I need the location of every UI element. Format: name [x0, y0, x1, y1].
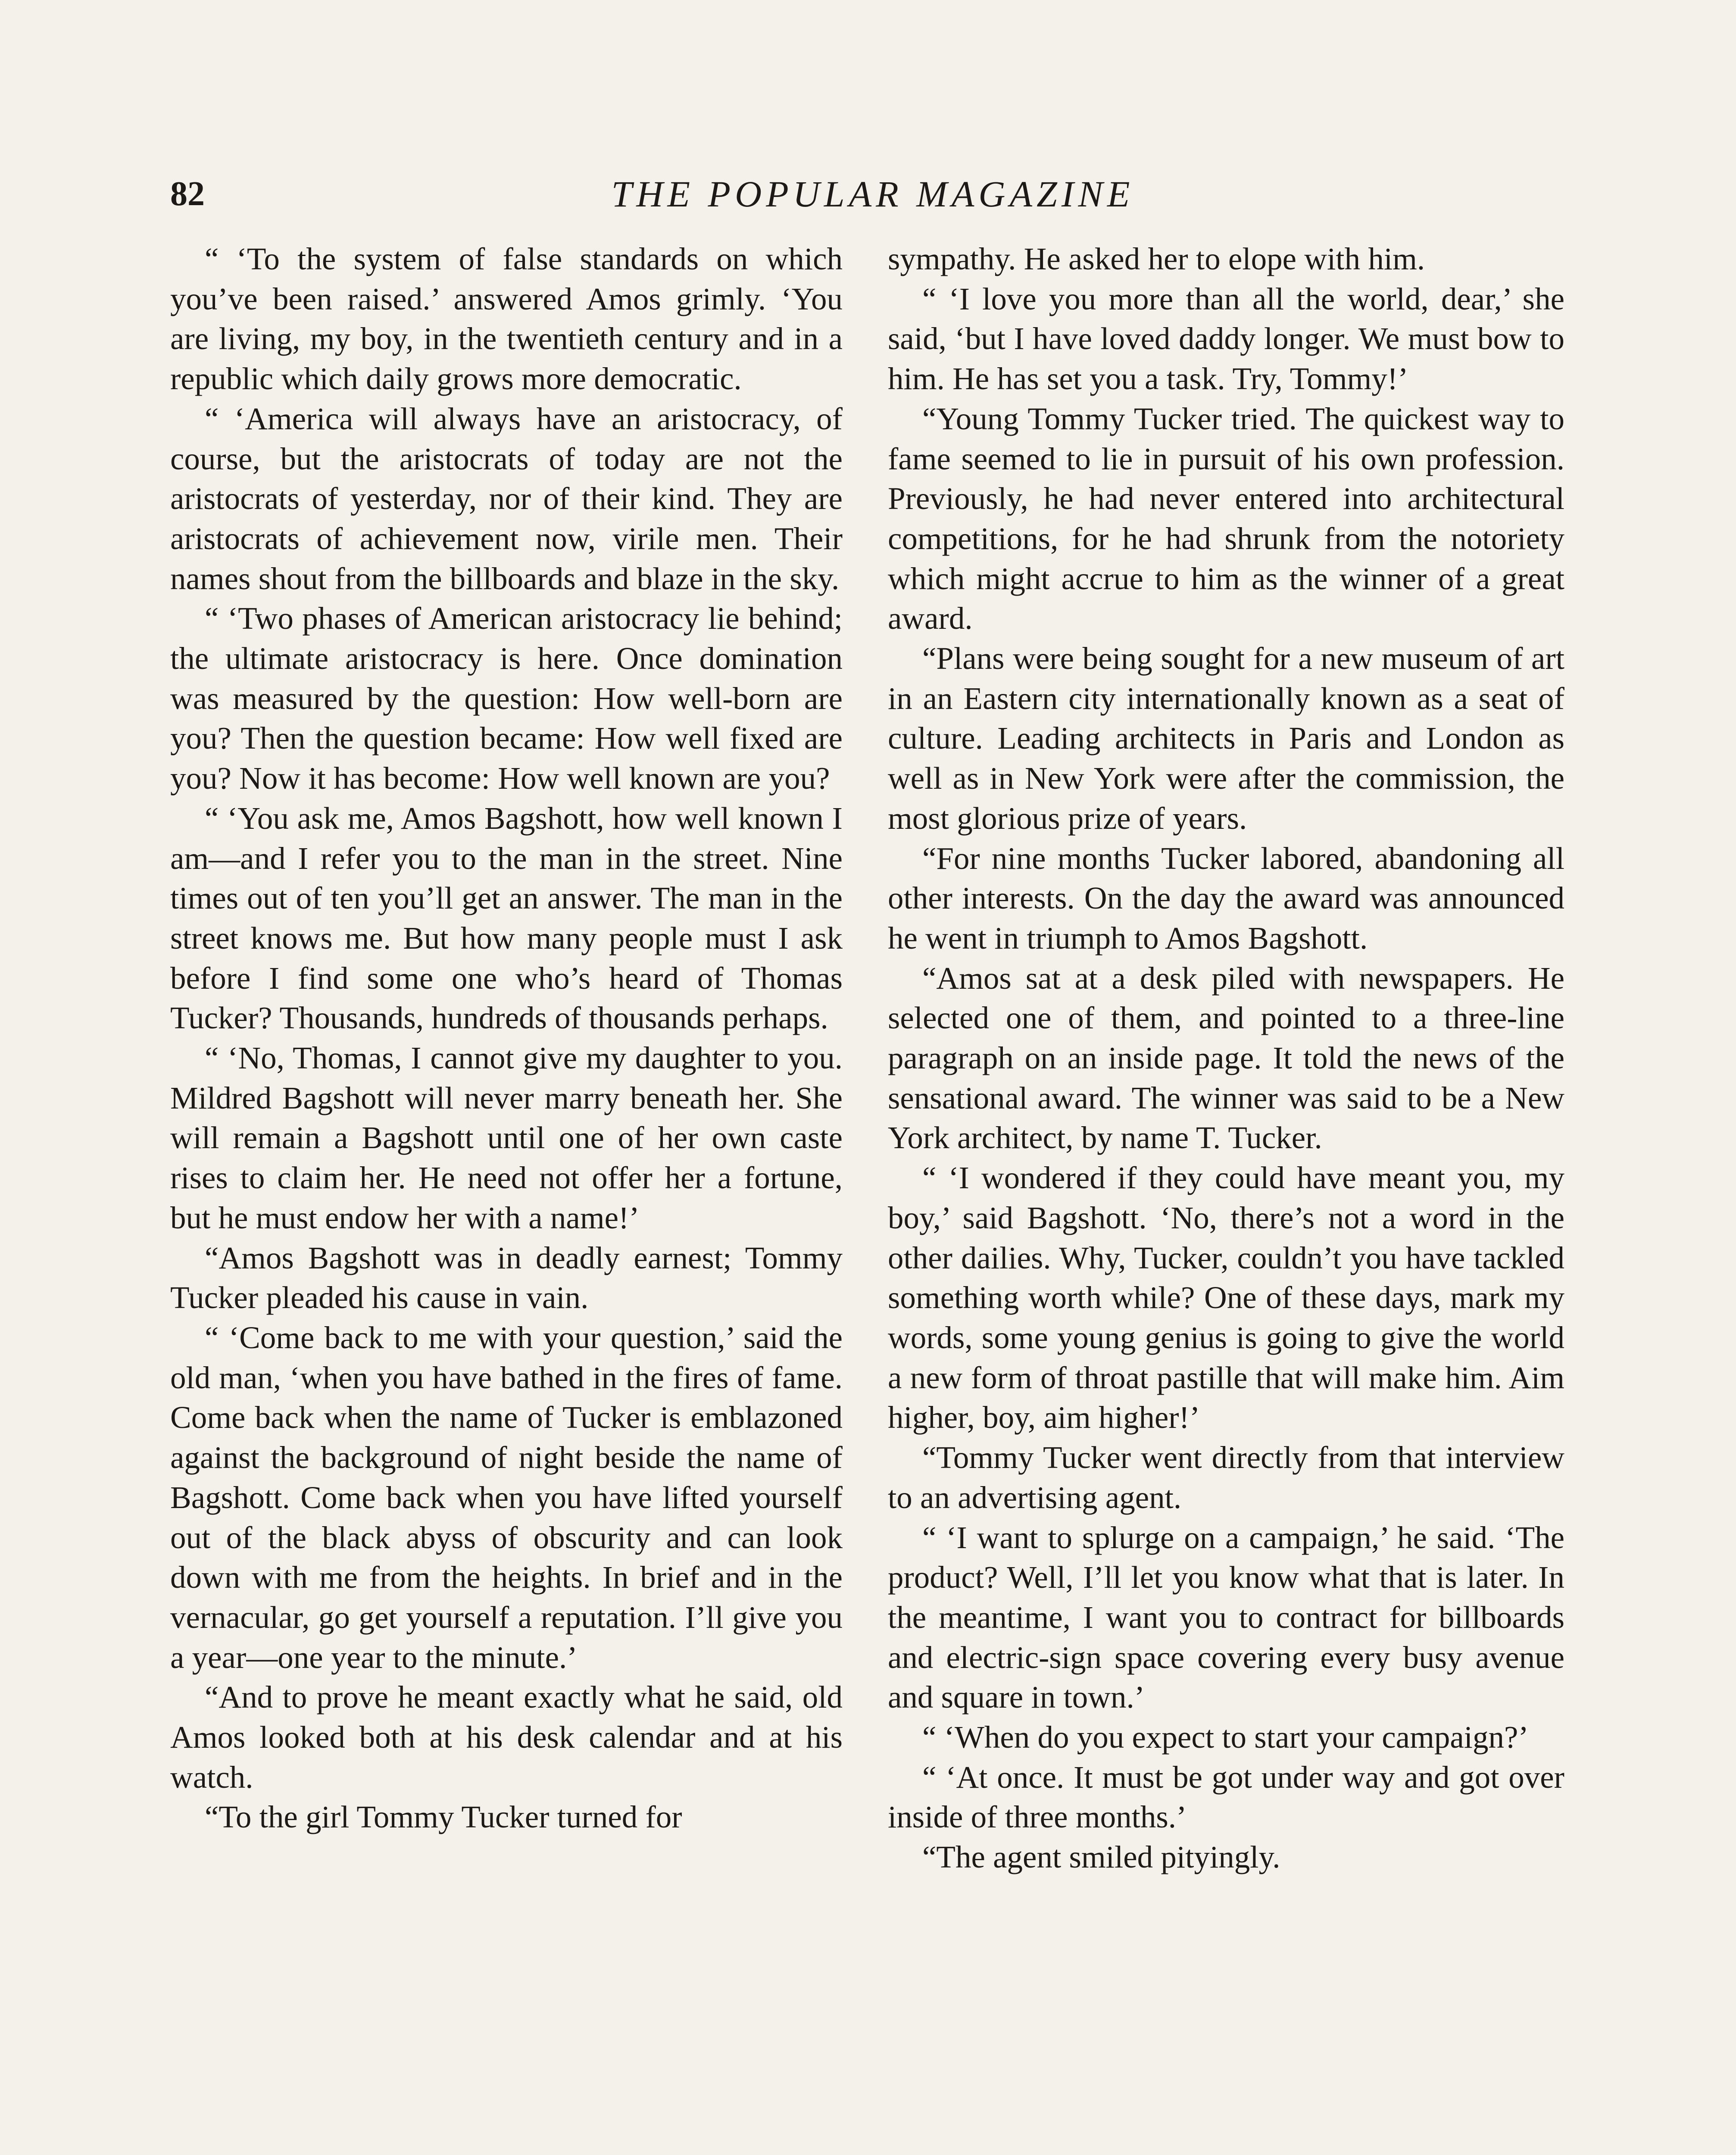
paragraph: “ ‘Two phases of American aristocracy lie behind; the ultimate aristocracy is here. Once domination was measured by the question: How well-born are you? Then the question became: How well fixed are you? Now it has become: How well known are you?	[170, 601, 843, 796]
paragraph: “ ‘You ask me, Amos Bagshott, how well known I am—and I refer you to the man in the street. Nine times out of ten you’ll get an answer. The man in the street knows me. But how many people must I ask before I find some one who’s heard of Thomas Tucker? Thousands, hundreds of thousands perhaps.	[170, 800, 843, 1036]
magazine-title: THE POPULAR MAGAZINE	[611, 173, 1134, 215]
paragraph: “ ‘To the system of false standards on which you’ve been raised.’ answered Amos grimly. ‘You are living, my boy, in the twentieth century and in a republic which daily grows more democratic.	[170, 241, 843, 397]
left-column	[170, 239, 843, 1837]
paragraph: “And to prove he meant exactly what he said, old Amos looked both at his desk calendar and at his watch.	[170, 1680, 843, 1795]
paragraph: “Plans were being sought for a new museum of art in an Eastern city internationally known as a seat of culture. Leading architects in Paris and London as well as in New York were after the commission, the most glorious prize of years.	[888, 641, 1564, 836]
paragraph: “Tommy Tucker went directly from that interview to an advertising agent.	[888, 1440, 1564, 1515]
paragraph: “ ‘I want to splurge on a campaign,’ he said. ‘The product? Well, I’ll let you know what that is later. In the meantime, I want you to contract for billboards and electric-sign space covering every busy avenue and square in town.’	[888, 1520, 1564, 1715]
paragraph: “ ‘I love you more than all the world, dear,’ she said, ‘but I have loved daddy longer. We must bow to him. He has set you a task. Try, Tommy!’	[888, 281, 1564, 397]
page-number: 82	[170, 175, 205, 213]
running-head	[170, 170, 1575, 218]
right-column	[888, 239, 1564, 1877]
paragraph: “ ‘No, Thomas, I cannot give my daughter to you. Mildred Bagshott will never marry beneath her. She will remain a Bagshott until one of her own caste rises to claim her. He need not offer her a fortune, but he must endow her with a name!’	[170, 1040, 843, 1235]
paragraph: “Amos Bagshott was in deadly earnest; Tommy Tucker pleaded his cause in vain.	[170, 1240, 843, 1315]
paragraph: sympathy. He asked her to elope with him.	[888, 241, 1425, 276]
paragraph: “Amos sat at a desk piled with newspapers. He selected one of them, and pointed to a three-line paragraph on an inside page. It told the news of the sensational award. The winner was said to be a New York architect, by name T. Tucker.	[888, 960, 1564, 1156]
paragraph: “To the girl Tommy Tucker turned for	[205, 1799, 682, 1835]
paragraph: “ ‘I wondered if they could have meant you, my boy,’ said Bagshott. ‘No, there’s not a word in the other dailies. Why, Tucker, couldn’t you have tackled something worth while? One of these days, mark my words, some young genius is going to give the world a new form of throat pastille that will make him. Aim higher, boy, aim higher!’	[888, 1160, 1564, 1435]
paragraph: “Young Tommy Tucker tried. The quickest way to fame seemed to lie in pursuit of his own profession. Previously, he had never entered into architectural competitions, for he had shrunk from the notoriety which might accrue to him as the winner of a great award.	[888, 401, 1564, 636]
paragraph: “The agent smiled pityingly.	[922, 1840, 1280, 1875]
paragraph: “ ‘America will always have an aristocracy, of course, but the aristocrats of today are not the aristocrats of yesterday, nor of their kind. They are aristocrats of achievement now, virile men. Their names shout from the billboards and blaze in the sky.	[170, 401, 843, 596]
paragraph: “ ‘At once. It must be got under way and got over inside of three months.’	[888, 1759, 1564, 1835]
paragraph: “ ‘When do you expect to start your campaign?’	[922, 1720, 1529, 1755]
paragraph: “For nine months Tucker labored, abandoning all other interests. On the day the award was announced he went in triumph to Amos Bagshott.	[888, 840, 1564, 956]
paragraph: “ ‘Come back to me with your question,’ said the old man, ‘when you have bathed in the fires of fame. Come back when the name of Tucker is emblazoned against the background of night beside the name of Bagshott. Come back when you have lifted yourself out of the black abyss of obscurity and can look down with me from the heights. In brief and in the vernacular, go get yourself a reputation. I’ll give you a year—one year to the minute.’	[170, 1320, 843, 1675]
